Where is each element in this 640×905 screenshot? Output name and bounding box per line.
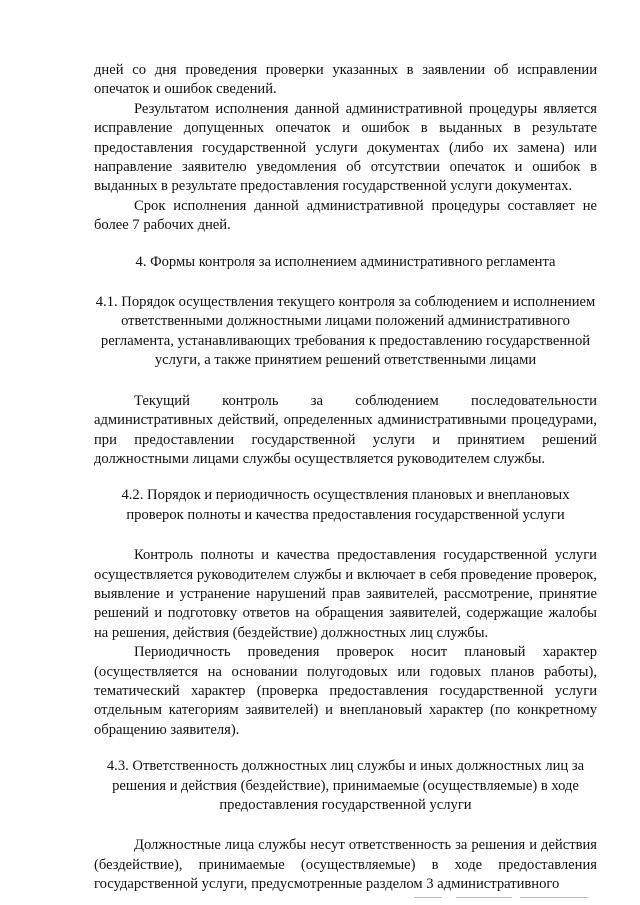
subsection-4-1-body: Текущий контроль за соблюдением последовательности административных действий, определенных административными процедурами, при предоставлении государственной услуги и принятием решений должностными лицами службы осуществляется руководителем службы. [94, 392, 597, 467]
subsection-4-3-body: Должностные лица службы несут ответственность за решения и действия (бездействие), принимаемые (осуществляемые) в ходе предоставления государственной услуги, предусмотренные разделом 3 административного [94, 837, 597, 893]
paragraph-term: Срок исполнения данной административной процедуры составляет не более 7 рабочих дней. [94, 197, 597, 234]
footer-rule-2 [456, 897, 512, 898]
paragraph-continuation: дней со дня проведения проверки указанных в заявлении об исправлении опечаток и ошибок сведений. [94, 62, 597, 98]
page-content [94, 61, 597, 895]
paragraph-result: Результатом исполнения данной административной процедуры является исправление допущенных опечаток и ошибок в выданных в результате предоставления государственной услуги документах (либо их замена) или направление заявителю уведомления об отсутствии опечаток и ошибок в выданных в результате предоставления государственной услуги документах. [94, 100, 597, 195]
footer-rule-1 [414, 897, 442, 898]
subsection-4-3-heading: 4.3. Ответственность должностных лиц службы и иных должностных лиц за решения и действия (бездействие), принимаемые (осуществляемые) в ходе предоставления государственной услуги [106, 758, 585, 813]
subsection-4-2-body-1: Контроль полноты и качества предоставления государственной услуги осуществляется руководителем службы и включает в себя проведение проверок, выявление и устранение нарушений прав заявителей, рассмотрение, принятие решений и подготовку ответов на обращения заявителей, содержащие жалобы на решения, действия (бездействие) должностных лиц службы. [94, 547, 597, 641]
footer-rule-3 [520, 897, 588, 898]
subsection-4-2-body-2: Периодичность проведения проверок носит плановый характер (осуществляется на основании полугодовых или годовых планов работы), тематический характер (проверка предоставления государственной услуги отдельным категориям заявителей) и внеплановый характер (по конкретному обращению заявителя). [94, 644, 597, 738]
subsection-4-1-heading: 4.1. Порядок осуществления текущего контроля за соблюдением и исполнением ответственными должностными лицами положений административного регламента, устанавливающих требования к предоставлению государственной услуги, а также принятием решений ответственными лицами [95, 294, 596, 369]
section-4-heading: 4. Формы контроля за исполнением административного регламента [135, 253, 556, 270]
subsection-4-2-heading: 4.2. Порядок и периодичность осуществления плановых и внеплановых проверок полноты и качества предоставления государственной услуги [121, 487, 570, 523]
